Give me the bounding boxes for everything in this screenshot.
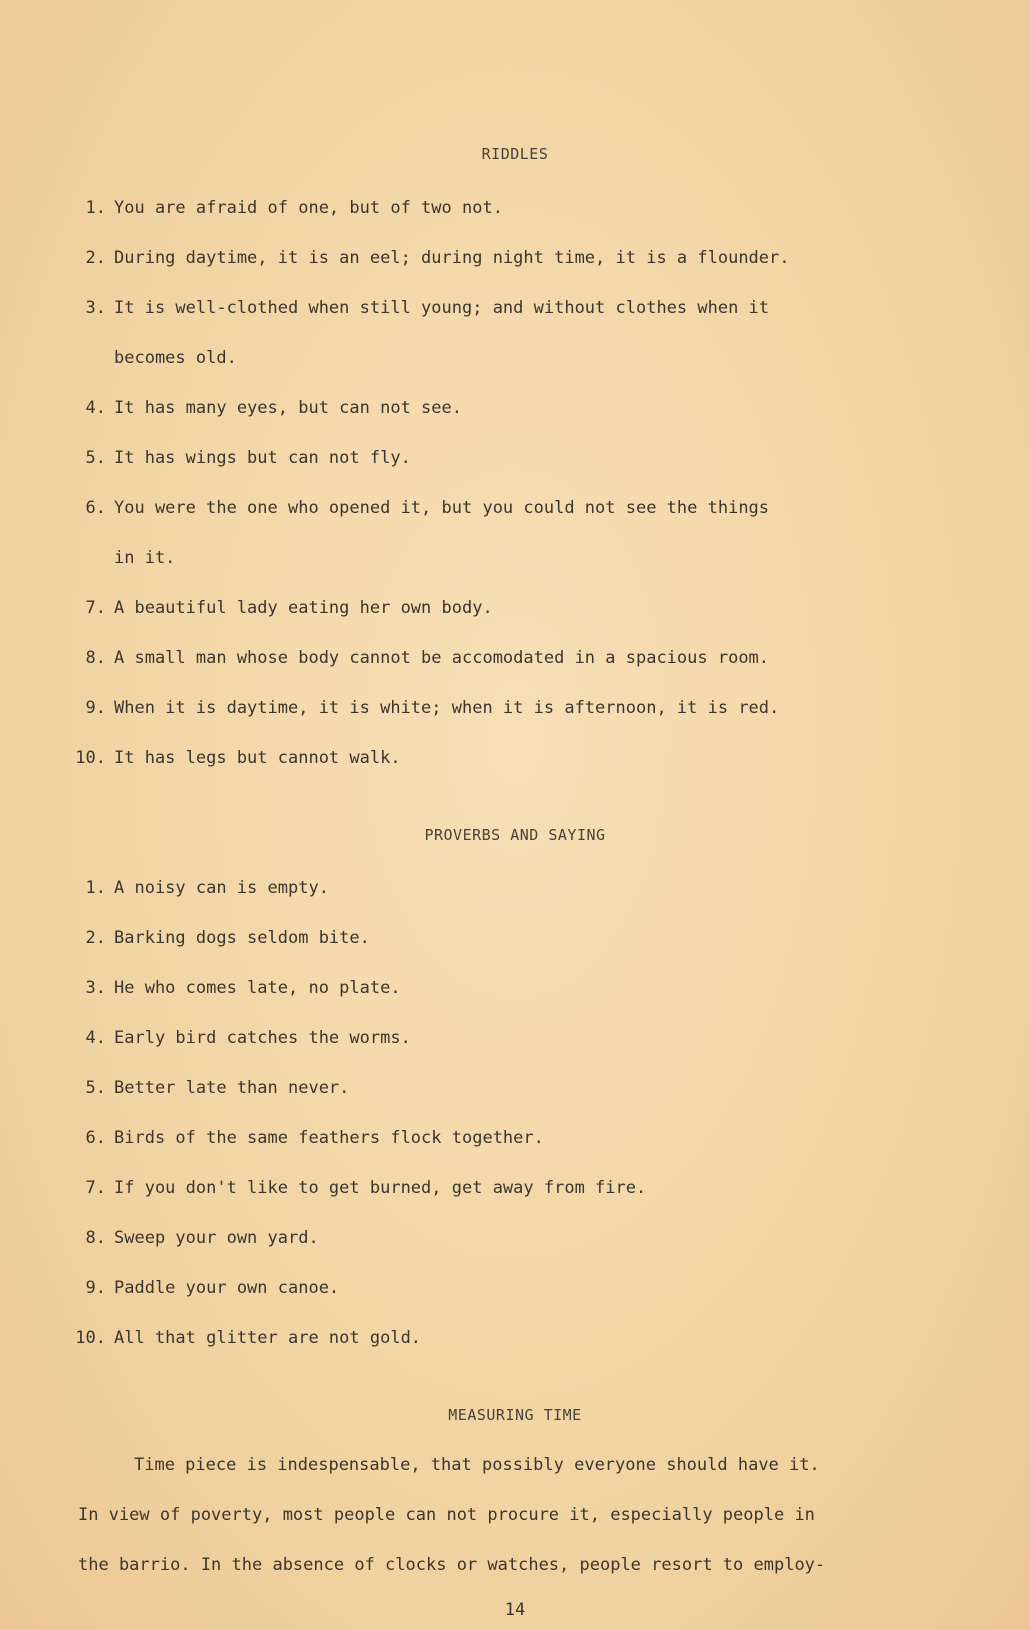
riddle-number: 2. xyxy=(85,248,106,268)
riddle-number: 6. xyxy=(85,498,106,518)
proverb-text: All that glitter are not gold. xyxy=(114,1328,422,1348)
proverb-item xyxy=(66,1213,966,1263)
riddle-number: 5. xyxy=(85,448,106,468)
proverb-text: Sweep your own yard. xyxy=(114,1228,319,1248)
proverb-number: 8. xyxy=(85,1228,106,1248)
proverb-item xyxy=(66,913,966,963)
proverb-number: 6. xyxy=(85,1128,106,1148)
riddle-item xyxy=(66,283,966,383)
riddle-text: When it is daytime, it is white; when it is afternoon, it is red. xyxy=(114,698,780,718)
riddle-number: 4. xyxy=(85,398,106,418)
proverb-item xyxy=(66,963,966,1013)
proverb-text: If you don't like to get burned, get away from fire. xyxy=(114,1178,647,1198)
riddles-heading: RIDDLES xyxy=(481,145,549,163)
page-number: 14 xyxy=(504,1600,526,1620)
riddle-text: A beautiful lady eating her own body. xyxy=(114,598,493,618)
proverb-text: Barking dogs seldom bite. xyxy=(114,928,370,948)
riddle-number: 8. xyxy=(85,648,106,668)
riddle-item xyxy=(66,733,966,783)
proverb-number: 10. xyxy=(75,1328,106,1348)
riddle-text: A small man whose body cannot be accomodated in a spacious room. xyxy=(114,648,770,668)
proverb-text: Birds of the same feathers flock together. xyxy=(114,1128,544,1148)
proverb-text: Better late than never. xyxy=(114,1078,350,1098)
riddle-continuation: becomes old. xyxy=(114,348,237,368)
riddle-continuation: in it. xyxy=(114,548,176,568)
riddle-text: You are afraid of one, but of two not. xyxy=(114,198,503,218)
riddle-text: It has legs but cannot walk. xyxy=(114,748,401,768)
paragraph-line: In view of poverty, most people can not procure it, especially people in xyxy=(78,1505,815,1525)
riddle-item xyxy=(66,433,966,483)
proverb-item xyxy=(66,1313,966,1363)
riddle-item xyxy=(66,633,966,683)
riddle-item xyxy=(66,483,966,583)
proverb-number: 9. xyxy=(85,1278,106,1298)
proverb-item xyxy=(66,1163,966,1213)
proverb-text: Paddle your own canoe. xyxy=(114,1278,340,1298)
riddle-number: 3. xyxy=(85,298,106,318)
proverb-text: A noisy can is empty. xyxy=(114,878,329,898)
riddle-item xyxy=(66,583,966,633)
proverb-number: 2. xyxy=(85,928,106,948)
proverb-item xyxy=(66,1063,966,1113)
proverb-text: Early bird catches the worms. xyxy=(114,1028,411,1048)
riddle-number: 1. xyxy=(85,198,106,218)
paragraph-line: the barrio. In the absence of clocks or watches, people resort to employ- xyxy=(78,1555,826,1575)
paragraph-line: Time piece is indespensable, that possibly everyone should have it. xyxy=(134,1455,820,1475)
proverb-number: 1. xyxy=(85,878,106,898)
riddle-number: 7. xyxy=(85,598,106,618)
proverb-item xyxy=(66,1263,966,1313)
proverb-text: He who comes late, no plate. xyxy=(114,978,401,998)
proverb-number: 3. xyxy=(85,978,106,998)
proverb-number: 7. xyxy=(85,1178,106,1198)
proverb-item xyxy=(66,863,966,913)
measuring-time-heading: MEASURING TIME xyxy=(448,1406,582,1424)
riddle-text: It has many eyes, but can not see. xyxy=(114,398,462,418)
proverbs-heading: PROVERBS AND SAYING xyxy=(424,826,606,844)
proverb-number: 4. xyxy=(85,1028,106,1048)
riddle-text: During daytime, it is an eel; during night time, it is a flounder. xyxy=(114,248,790,268)
measuring-time-paragraph xyxy=(78,1440,988,1590)
riddle-item xyxy=(66,233,966,283)
riddle-number: 9. xyxy=(85,698,106,718)
riddle-item xyxy=(66,383,966,433)
proverb-number: 5. xyxy=(85,1078,106,1098)
proverb-item xyxy=(66,1013,966,1063)
riddle-text: You were the one who opened it, but you could not see the things xyxy=(114,498,770,518)
riddle-text: It is well-clothed when still young; and without clothes when it xyxy=(114,298,770,318)
proverb-item xyxy=(66,1113,966,1163)
riddle-item xyxy=(66,183,966,233)
riddle-number: 10. xyxy=(75,748,106,768)
riddle-item xyxy=(66,683,966,733)
riddle-text: It has wings but can not fly. xyxy=(114,448,411,468)
